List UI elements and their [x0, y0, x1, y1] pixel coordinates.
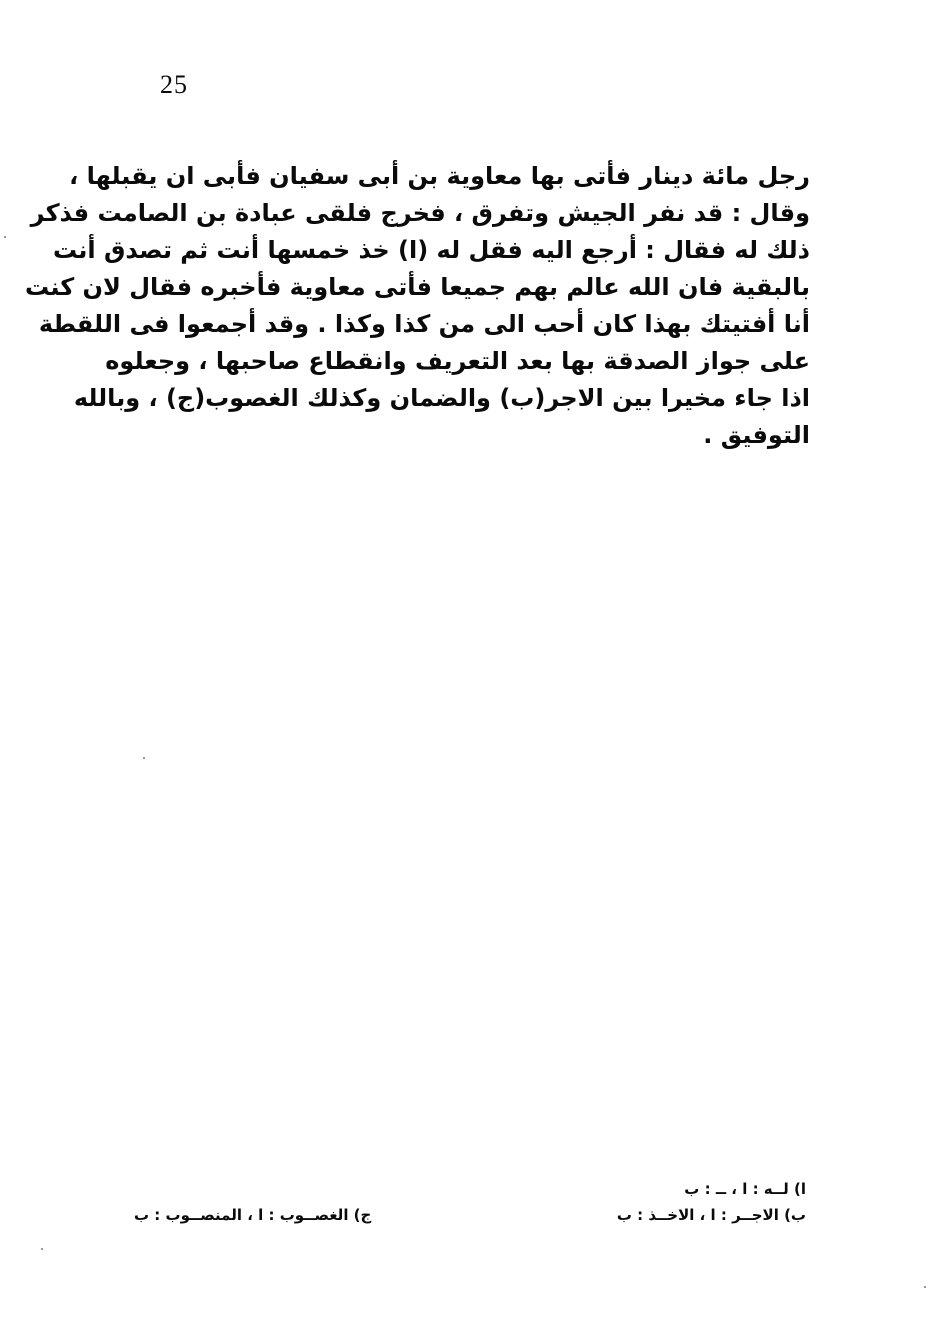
body-text — [24, 158, 810, 454]
text-line: التوفيق . — [703, 421, 810, 449]
text-line: بالبقية فان الله عالم بهم جميعا فأتى معاوية فأخبره فقال لان كنت — [24, 273, 810, 301]
footnote-a: ا) لــه : ا ، ــ : ب — [684, 1180, 806, 1198]
text-line: أنا أفتيتك بهذا كان أحب الى من كذا وكذا . وقد أجمعوا فى اللقطة — [38, 310, 810, 338]
scan-speck — [4, 236, 6, 238]
scan-speck — [143, 757, 145, 759]
text-line: على جواز الصدقة بها بعد التعريف وانقطاع صاحبها ، وجعلوه — [105, 347, 810, 375]
text-line: اذا جاء مخيرا بين الاجر(ب) والضمان وكذلك الغصوب(ج) ، وبالله — [73, 384, 810, 412]
text-line: ذلك له فقال : أرجع اليه فقل له (ا) خذ خمسها أنت ثم تصدق أنت — [52, 236, 810, 264]
footnote-row — [134, 1176, 806, 1202]
scan-speck — [41, 1248, 43, 1250]
footnotes — [134, 1176, 806, 1228]
footnote-c: ج) الغصــوب : ا ، المنصــوب : ب — [134, 1206, 372, 1224]
footnote-row — [134, 1202, 806, 1228]
text-line: وقال : قد نفر الجيش وتفرق ، فخرج فلقى عبادة بن الصامت فذكر — [30, 199, 810, 227]
scan-speck — [924, 1286, 926, 1288]
text-line: رجل مائة دينار فأتى بها معاوية بن أبى سفيان فأبى ان يقبلها ، — [69, 162, 810, 190]
footnote-b: ب) الاجــر : ا ، الاخــذ : ب — [616, 1206, 806, 1224]
page-number: 25 — [160, 70, 188, 99]
